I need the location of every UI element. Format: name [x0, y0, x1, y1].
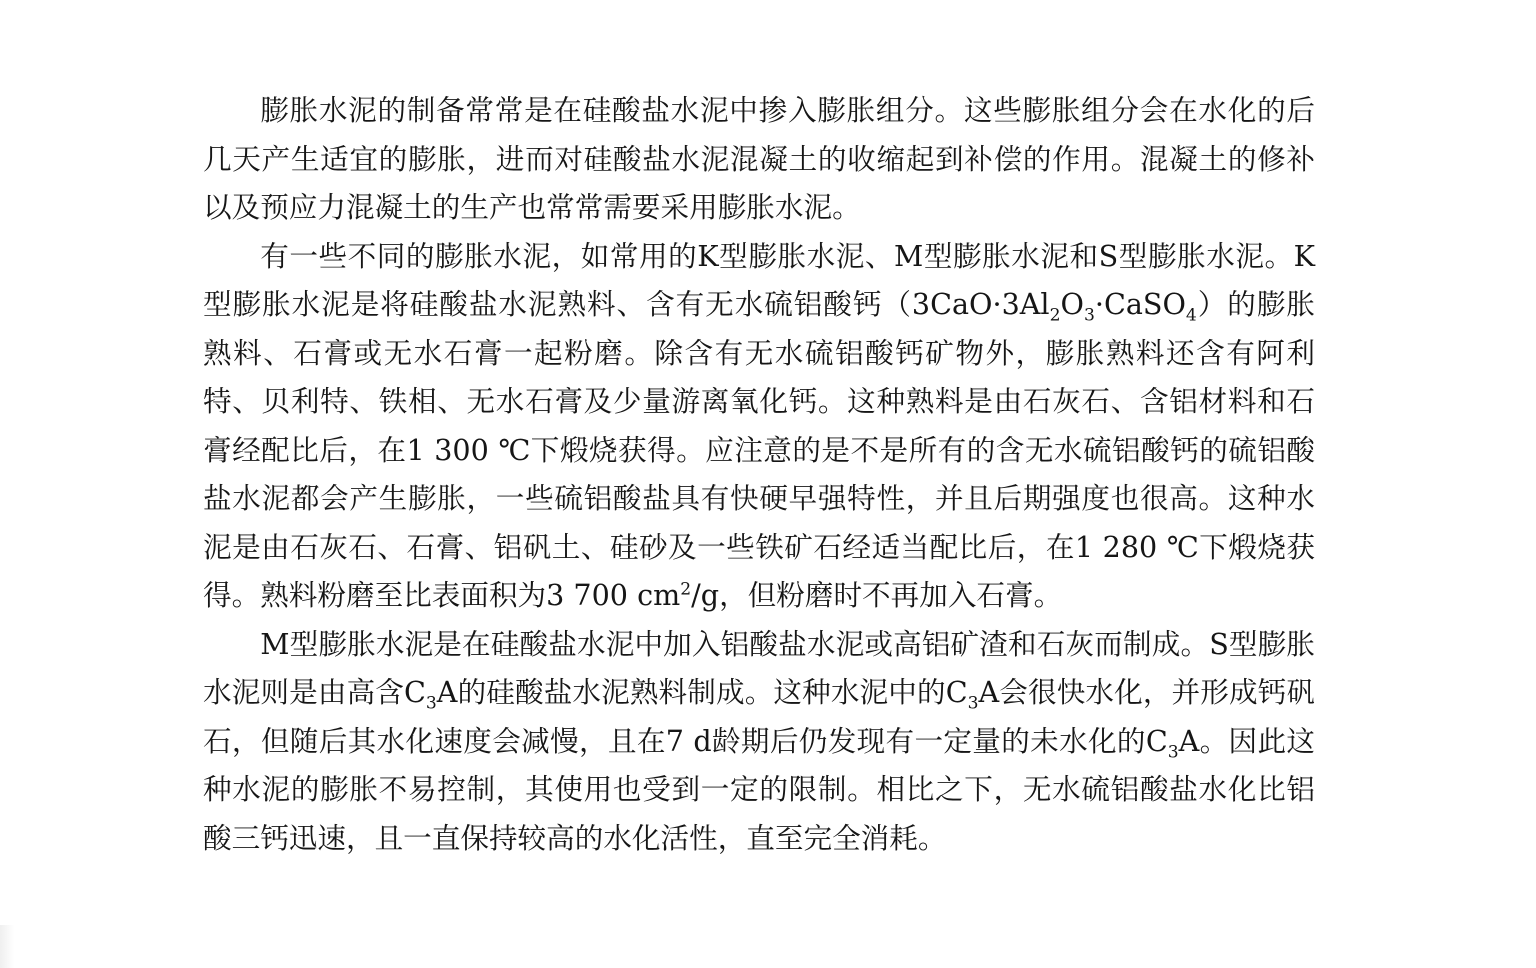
text-run: /g，但粉磨时不再加入石膏。 [691, 578, 1063, 612]
paragraph-1 [203, 86, 1315, 232]
text-run: 膨胀水泥的制备常常是在硅酸盐水泥中掺入膨胀组分。这些膨胀组分会在水化的后几天产生适宜的膨胀，进而对硅酸盐水泥混凝土的收缩起到补偿的作用。混凝土的修补以及预应力混凝土的生产也常常需要采用膨胀水泥。 [203, 93, 1315, 224]
paragraph-3 [203, 620, 1315, 863]
scan-edge-shadow [0, 925, 14, 968]
text-run: 有一些不同的膨胀水泥，如常用的K型膨胀水泥、M型膨胀水泥和S型膨胀水泥。K型膨胀水泥是将硅酸盐水泥熟料、含有无水硫铝酸钙（3CaO·3Al [203, 238, 1315, 321]
subscript: 2 [1049, 305, 1061, 326]
superscript: 2 [680, 579, 692, 600]
text-run: ·CaSO [1094, 287, 1186, 321]
body-text [203, 86, 1315, 862]
text-run: A。因此这种水泥的膨胀不易控制，其使用也受到一定的限制。相比之下，无水硫铝酸盐水化比铝酸三钙迅速，且一直保持较高的水化活性，直至完全消耗。 [203, 723, 1315, 855]
text-run: A的硅酸盐水泥熟料制成。这种水泥中的C [436, 675, 968, 709]
text-run: M型膨胀水泥是在硅酸盐水泥中加入铝酸盐水泥或高铝矿渣和石灰而制成。S型膨胀水泥则是由高含C [203, 626, 1315, 709]
subscript: 3 [967, 693, 979, 714]
subscript: 3 [1167, 742, 1179, 763]
text-run: O [1060, 287, 1084, 321]
subscript: 3 [1083, 305, 1095, 326]
subscript: 3 [425, 693, 437, 714]
subscript: 4 [1185, 305, 1197, 326]
text-run: A会很快水化，并形成钙矾石，但随后其水化速度会减慢，且在7 d龄期后仍发现有一定量的未水化的C [203, 675, 1315, 758]
text-run: ）的膨胀熟料、石膏或无水石膏一起粉磨。除含有无水硫铝酸钙矿物外，膨胀熟料还含有阿利特、贝利特、铁相、无水石膏及少量游离氧化钙。这种熟料是由石灰石、含铝材料和石膏经配比后，在1 300 ℃下煅烧获得。应注意的是不是所有的含无水硫铝酸钙的硫铝酸盐水泥都会产生膨胀，一些硫铝酸盐具有快硬早强特性，并且后期强度也很高。这种水泥是由石灰石、石膏、铝矾土、硅砂及一些铁矿石经适当配比后，在1 280 ℃下煅烧获得。熟料粉磨至比表面积为3 700 cm [203, 287, 1315, 612]
paragraph-2 [203, 232, 1315, 620]
